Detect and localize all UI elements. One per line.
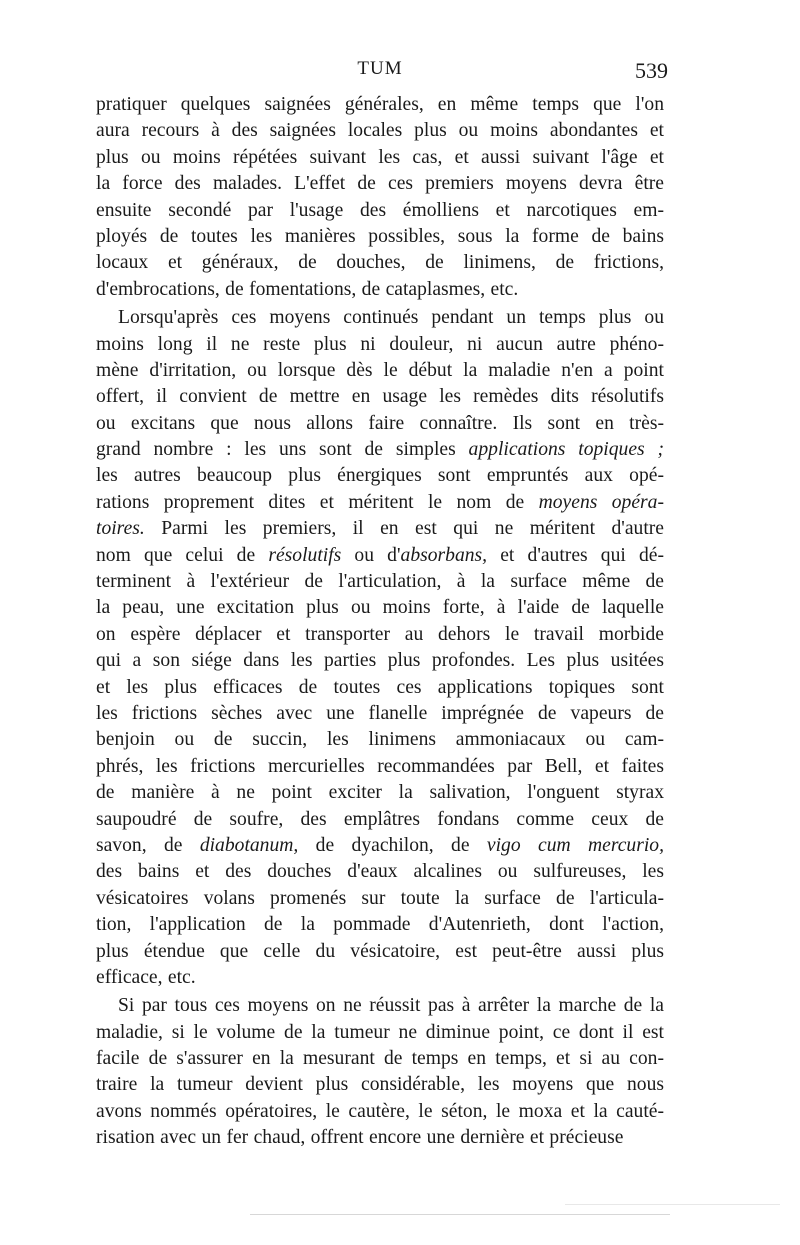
text-line <box>96 1125 664 1151</box>
text-run: Si par tous ces moyens on ne réussit pas à arrêter la marche de la <box>118 995 664 1017</box>
text-line <box>96 701 664 727</box>
text-run: benjoin ou de succin, les linimens ammoniacaux ou cam- <box>96 729 664 751</box>
text-run: grand nombre : les uns sont de simples <box>96 439 469 461</box>
text-run: Parmi les premiers, il en est qui ne méritent d'autre <box>144 518 664 540</box>
italic-text: moyens opéra- <box>538 491 664 513</box>
text-run: traire la tumeur devient plus considérable, les moyens que nous <box>96 1074 664 1096</box>
text-line <box>96 1072 664 1098</box>
page-number: 539 <box>635 58 668 83</box>
text-line <box>96 145 664 171</box>
text-line <box>96 569 664 595</box>
text-run: phrés, les frictions mercurielles recommandées par Bell, et faites <box>96 755 664 777</box>
scan-mark <box>250 1214 670 1215</box>
text-line <box>96 224 664 250</box>
text-run: plus ou moins répétées suivant les cas, et aussi suivant l'âge et <box>96 146 664 168</box>
italic-text: toires. <box>96 518 145 540</box>
text-run: aura recours à des saignées locales plus ou moins abondantes et <box>96 120 664 142</box>
scan-mark <box>565 1204 780 1205</box>
italic-text: applications topiques ; <box>468 439 664 461</box>
text-line <box>96 648 664 674</box>
text-line <box>96 1020 664 1046</box>
text-run: d'embrocations, de fomentations, de cataplasmes, etc. <box>96 278 519 300</box>
paragraph <box>96 305 664 991</box>
text-line <box>96 463 664 489</box>
text-run: de manière à ne point exciter la salivation, l'onguent styrax <box>96 782 664 804</box>
text-line <box>96 411 664 437</box>
text-line <box>96 118 664 144</box>
text-run: efficace, etc. <box>96 966 196 988</box>
text-run: vésicatoires volans promenés sur toute la surface de l'articula- <box>96 887 664 909</box>
text-line <box>96 332 664 358</box>
text-run: pratiquer quelques saignées générales, en même temps que l'on <box>96 94 664 115</box>
italic-text: diabotanum, <box>199 834 299 856</box>
text-run: et les plus efficaces de toutes ces applications topiques sont <box>96 676 664 698</box>
text-line <box>96 965 664 991</box>
text-line <box>96 912 664 938</box>
text-run: et d'autres qui dé- <box>487 544 665 566</box>
text-run: tion, l'application de la pommade d'Autenrieth, dont l'action, <box>96 914 664 936</box>
text-line <box>96 993 664 1019</box>
text-run: la peau, une excitation plus ou moins forte, à l'aide de laquelle <box>96 597 664 619</box>
text-run: Lorsqu'après ces moyens continués pendant un temps plus ou <box>118 307 664 329</box>
text-run: plus étendue que celle du vésicatoire, est peut-être aussi plus <box>96 940 664 962</box>
text-line <box>96 171 664 197</box>
text-line <box>96 595 664 621</box>
text-line <box>96 384 664 410</box>
text-line <box>96 1099 664 1125</box>
text-run: moins long il ne reste plus ni douleur, ni aucun autre phéno- <box>96 333 664 355</box>
text-run: ployés de toutes les manières possibles, sous la forme de bains <box>96 225 664 247</box>
text-run: les frictions sèches avec une flanelle imprégnée de vapeurs de <box>96 702 664 724</box>
text-run: savon, de <box>96 834 200 856</box>
text-run: nom que celui de <box>96 544 269 566</box>
text-line <box>96 754 664 780</box>
text-run: ou excitans que nous allons faire connaître. Ils sont en très- <box>96 412 664 434</box>
text-run: maladie, si le volume de la tumeur ne diminue point, ce dont il est <box>96 1021 664 1043</box>
italic-text: vigo cum mercurio, <box>486 834 664 856</box>
text-line <box>96 92 664 118</box>
text-line <box>96 516 664 542</box>
text-line <box>96 1046 664 1072</box>
text-run: saupoudré de soufre, des emplâtres fondans comme ceux de <box>96 808 664 830</box>
text-line <box>96 358 664 384</box>
italic-text: absorbans, <box>400 544 488 566</box>
text-run: qui a son siége dans les parties plus profondes. Les plus usitées <box>96 650 664 672</box>
text-run: offert, il convient de mettre en usage les remèdes dits résolutifs <box>96 386 664 408</box>
text-line <box>96 807 664 833</box>
text-line <box>96 277 664 303</box>
text-line <box>96 622 664 648</box>
text-line <box>96 437 664 463</box>
text-line <box>96 886 664 912</box>
text-run: la force des malades. L'effet de ces premiers moyens devra être <box>96 173 664 195</box>
text-run: les autres beaucoup plus énergiques sont empruntés aux opé- <box>96 465 664 487</box>
text-line <box>96 198 664 224</box>
text-run: on espère déplacer et transporter au dehors le travail morbide <box>96 623 664 645</box>
text-line <box>96 490 664 516</box>
text-run: locaux et généraux, de douches, de linimens, de frictions, <box>96 252 664 274</box>
text-line <box>96 305 664 331</box>
running-head-title: TUM <box>357 58 403 79</box>
text-run: facile de s'assurer en la mesurant de temps en temps, et si au con- <box>96 1048 664 1070</box>
running-head <box>96 58 668 92</box>
text-line <box>96 727 664 753</box>
text-run: ensuite secondé par l'usage des émolliens et narcotiques em- <box>96 199 664 221</box>
text-run: des bains et des douches d'eaux alcalines ou sulfureuses, les <box>96 861 664 883</box>
text-line <box>96 939 664 965</box>
text-run: mène d'irritation, ou lorsque dès le début la maladie n'en a point <box>96 359 664 381</box>
text-line <box>96 675 664 701</box>
text-run: rations proprement dites et méritent le nom de <box>96 491 539 513</box>
text-line <box>96 859 664 885</box>
paragraph <box>96 993 664 1151</box>
body-text <box>96 92 664 1152</box>
italic-text: résolutifs <box>268 544 342 566</box>
text-line <box>96 833 664 859</box>
text-line <box>96 543 664 569</box>
text-line <box>96 250 664 276</box>
text-run: ou d' <box>341 544 401 566</box>
text-run: avons nommés opératoires, le cautère, le séton, le moxa et la cauté- <box>96 1100 664 1122</box>
text-line <box>96 780 664 806</box>
text-run: risation avec un fer chaud, offrent encore une dernière et précieuse <box>96 1127 624 1149</box>
text-run: terminent à l'extérieur de l'articulation, à la surface même de <box>96 571 664 593</box>
text-run: de dyachilon, de <box>298 834 487 856</box>
paragraph <box>96 92 664 303</box>
